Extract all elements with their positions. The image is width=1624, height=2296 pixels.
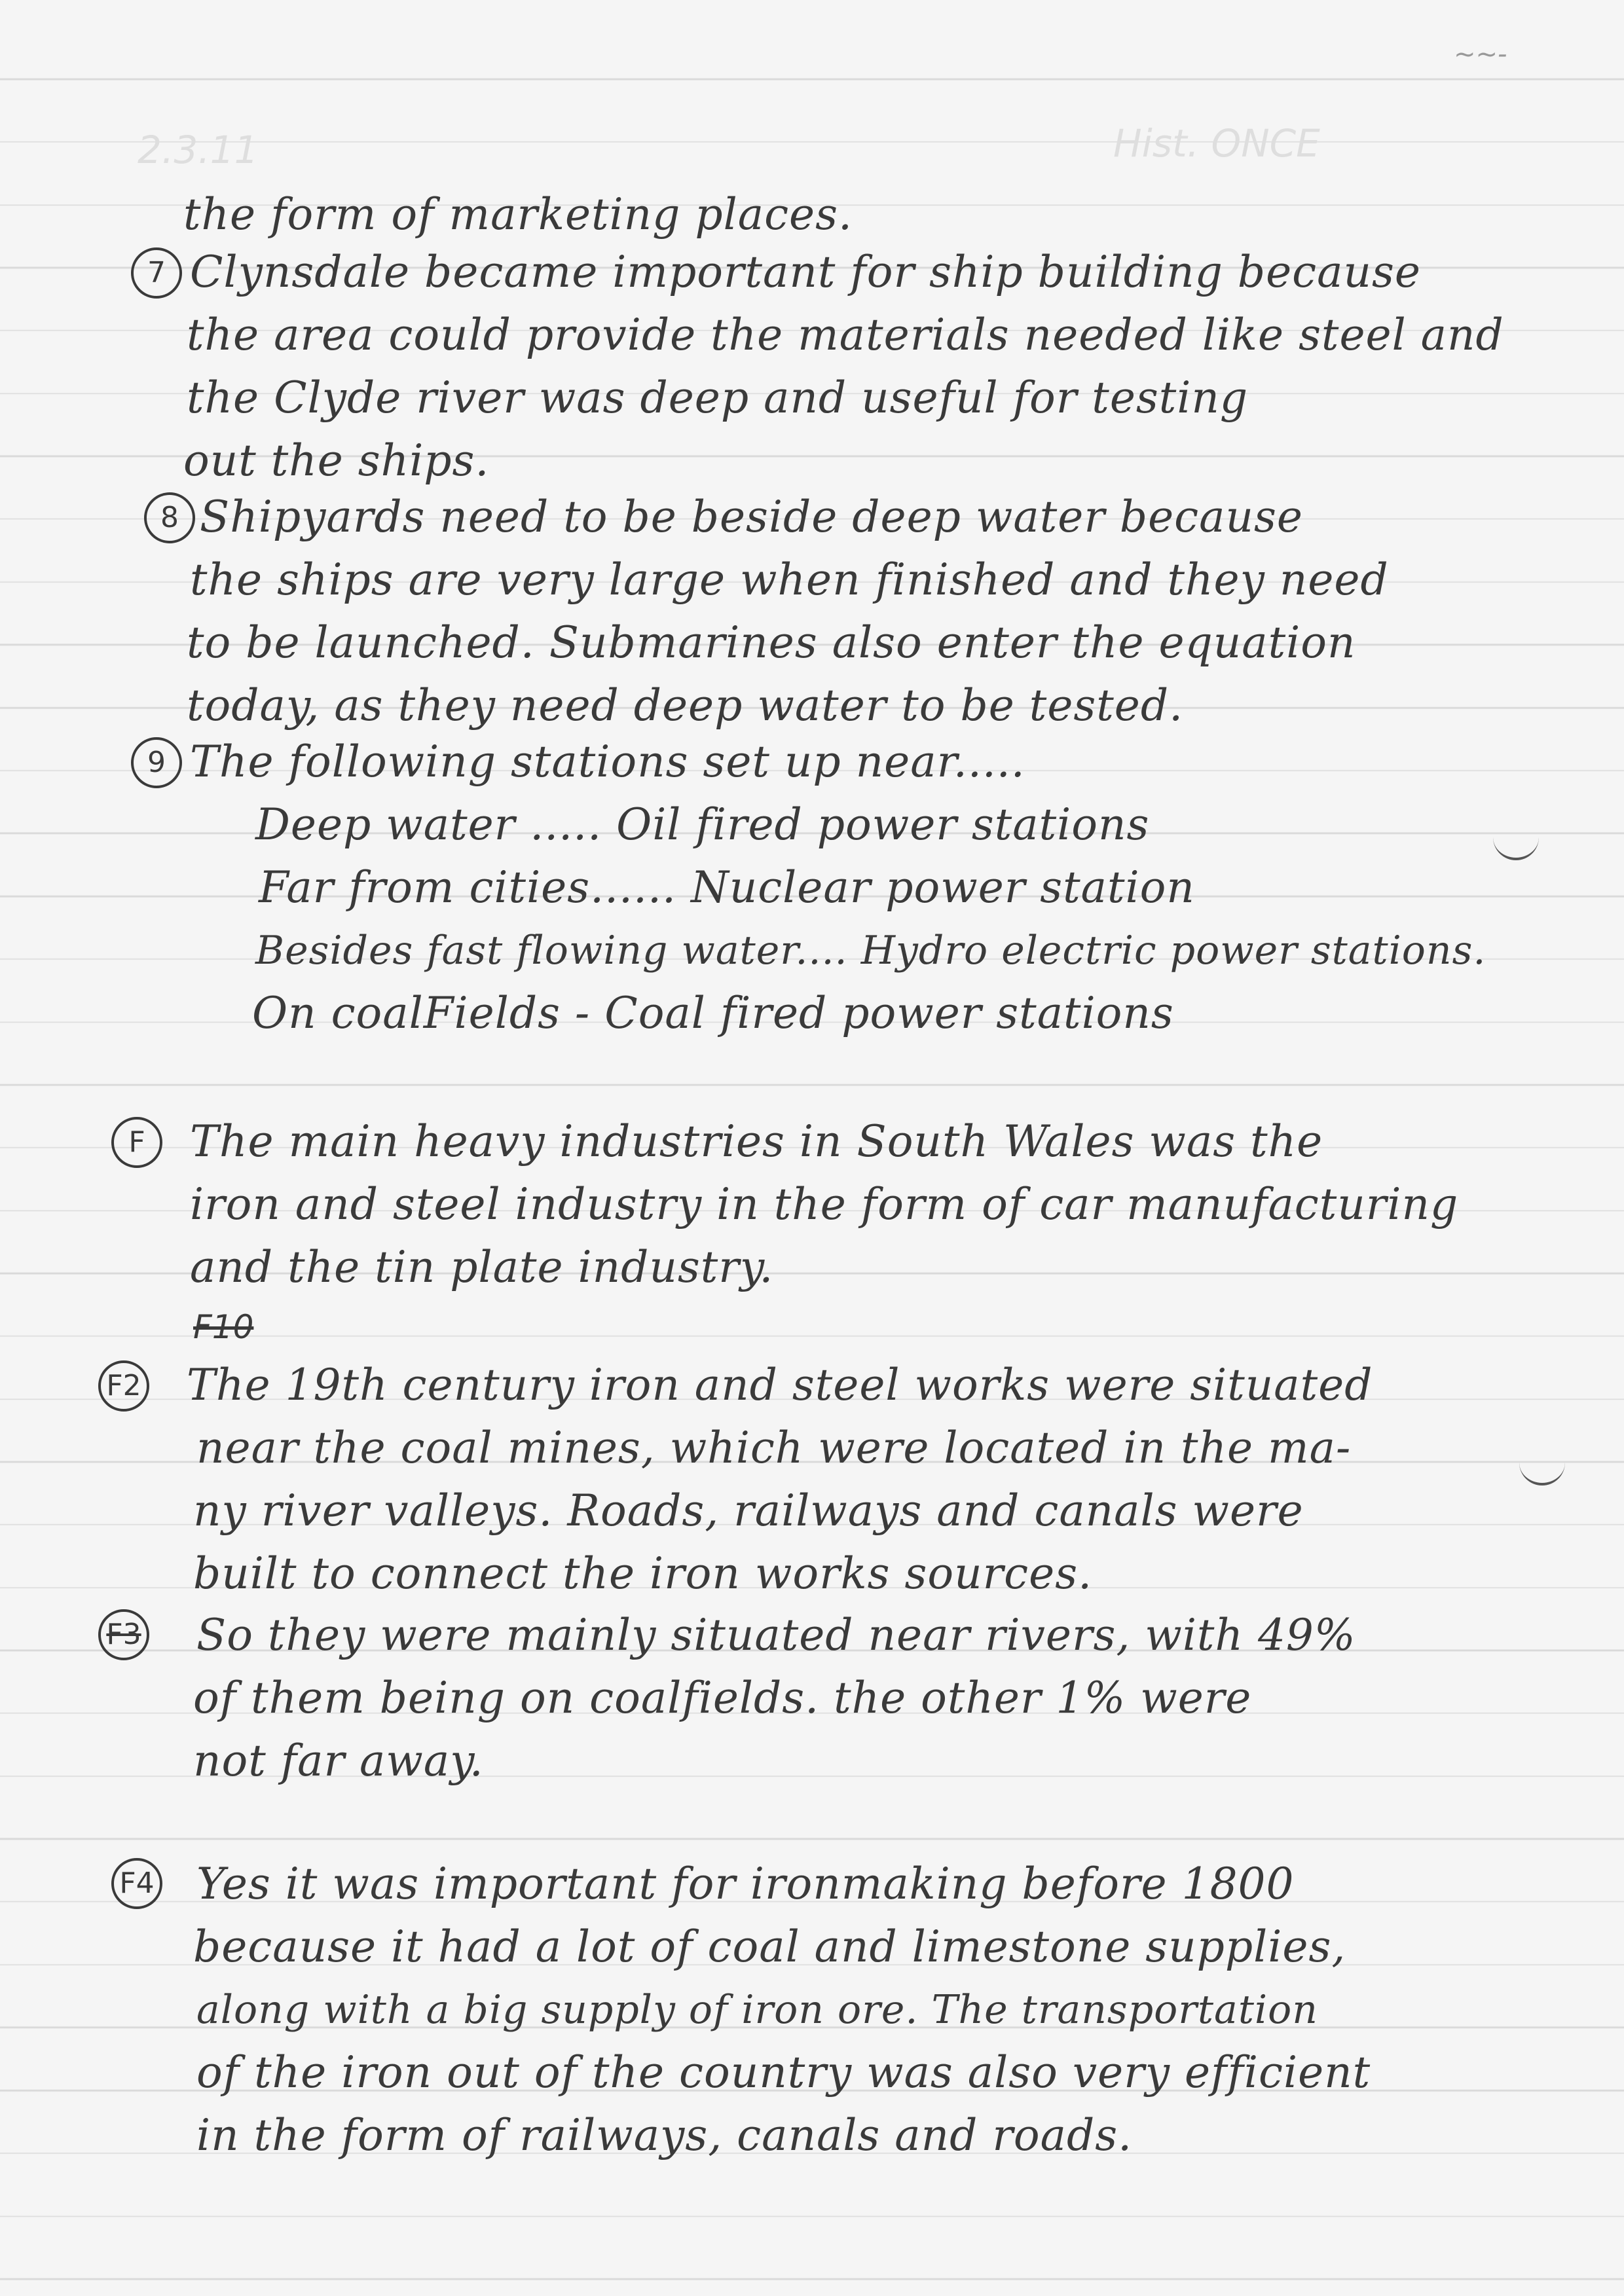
text-line — [0, 241, 1624, 304]
text-line — [0, 1110, 1624, 1173]
text-line — [0, 549, 1624, 611]
text-line — [0, 793, 1624, 856]
line-text: not far away. — [193, 1736, 484, 1786]
text-line — [0, 919, 1624, 982]
text-line — [0, 674, 1624, 737]
line-text: built to connect the iron works sources. — [193, 1548, 1093, 1599]
question-marker: F2 — [98, 1360, 149, 1412]
text-line — [0, 1604, 1624, 1667]
text-line — [0, 1354, 1624, 1417]
line-text: ny river valleys. Roads, railways and canals were — [193, 1485, 1304, 1536]
line-text: of them being on coalfields. the other 1% were — [193, 1673, 1252, 1723]
text-line — [0, 429, 1624, 492]
line-text: today, as they need deep water to be tested. — [187, 680, 1184, 731]
text-line — [0, 1542, 1624, 1605]
text-line — [0, 731, 1624, 793]
line-text: Far from cities...... Nuclear power station — [259, 862, 1195, 913]
line-text: along with a big supply of iron ore. The transportation — [196, 1987, 1318, 2033]
text-line — [0, 1853, 1624, 1916]
faint-header-left: 2.3.11 — [138, 128, 259, 172]
line-text: the Clyde river was deep and useful for testing — [187, 373, 1249, 423]
line-text: and the tin plate industry. — [190, 1242, 774, 1292]
line-text: Clynsdale became important for ship building because — [190, 247, 1421, 297]
text-line — [0, 982, 1624, 1045]
text-line — [0, 486, 1624, 549]
line-text: of the iron out of the country was also very efficient — [196, 2047, 1371, 2098]
line-text: near the coal mines, which were located in the ma- — [196, 1423, 1352, 1473]
line-text: to be launched. Submarines also enter the equation — [187, 617, 1356, 668]
line-text: iron and steel industry in the form of car manufacturing — [190, 1179, 1459, 1230]
text-line — [0, 304, 1624, 367]
line-text: On coalFields - Coal fired power stations — [252, 988, 1174, 1038]
text-line — [0, 1173, 1624, 1236]
line-text: Shipyards need to be beside deep water because — [200, 492, 1303, 542]
line-text: Deep water ..... Oil fired power stations — [255, 799, 1150, 850]
line-text: The main heavy industries in South Wales was the — [190, 1116, 1323, 1167]
question-marker: F — [111, 1117, 162, 1168]
question-marker: F4 — [111, 1858, 162, 1909]
faint-header-right: Hist. ONCE — [1113, 121, 1320, 166]
text-line — [0, 1236, 1624, 1299]
text-line — [0, 1916, 1624, 1978]
question-marker: 7 — [131, 247, 182, 299]
line-text: The following stations set up near..... — [190, 737, 1025, 787]
line-text: the form of marketing places. — [183, 189, 853, 240]
text-line — [0, 2104, 1624, 2167]
question-marker: 8 — [144, 492, 195, 543]
question-marker: F3 — [98, 1609, 149, 1660]
corner-mark: ~~- — [1454, 39, 1507, 69]
question-marker: 9 — [131, 737, 182, 788]
line-text: out the ships. — [183, 435, 490, 486]
line-text: The 19th century iron and steel works were situated — [187, 1360, 1373, 1410]
line-text: because it had a lot of coal and limestone supplies, — [193, 1922, 1346, 1972]
crossed-out-text: F10 — [193, 1308, 254, 1346]
line-text: the area could provide the materials needed like steel and — [187, 310, 1504, 360]
text-line — [0, 856, 1624, 919]
line-text: Yes it was important for ironmaking before 1800 — [196, 1859, 1295, 1909]
text-line — [0, 2041, 1624, 2104]
text-line — [0, 1978, 1624, 2041]
text-line — [0, 1730, 1624, 1793]
line-text: Besides fast flowing water.... Hydro electric power stations. — [255, 928, 1486, 974]
line-text: So they were mainly situated near rivers, with 49% — [196, 1610, 1356, 1660]
text-line — [0, 367, 1624, 429]
line-text: the ships are very large when finished and they need — [190, 555, 1389, 605]
text-line — [0, 1667, 1624, 1730]
text-line — [0, 1417, 1624, 1480]
line-text: in the form of railways, canals and roads. — [196, 2110, 1133, 2160]
text-line — [0, 611, 1624, 674]
text-line — [0, 183, 1624, 246]
text-line — [0, 1480, 1624, 1542]
